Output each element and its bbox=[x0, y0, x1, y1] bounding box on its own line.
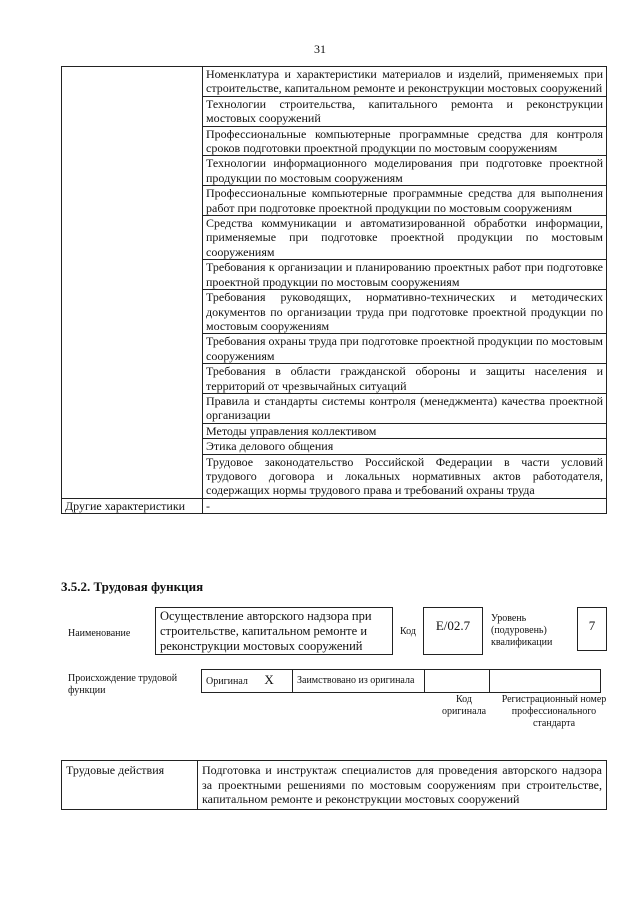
labor-actions-value: Подготовка и инструктаж специалистов для проведения авторского надзора за проектными решениями по мостовым сооружениям при строительстве, капитальном ремонте и реконструкции мостовых сооружений bbox=[198, 761, 607, 810]
table-row bbox=[202, 670, 601, 693]
labor-actions-table bbox=[61, 760, 607, 810]
knowledge-item: Средства коммуникации и автоматизированной обработки информации, применяемые при подготовке проектной продукции по мостовым сооружениям bbox=[203, 216, 607, 260]
origin-label: Происхождение трудовой функции bbox=[68, 673, 178, 696]
knowledge-item: Технологии строительства, капитального ремонта и реконструкции мостовых сооружений bbox=[203, 96, 607, 126]
function-name-value: Осуществление авторского надзора при строительстве, капитальном ремонте и реконструкции мостовых сооружений bbox=[155, 607, 393, 655]
reg-number-cell bbox=[490, 670, 601, 693]
other-characteristics-value: - bbox=[203, 498, 607, 513]
table-row bbox=[62, 498, 607, 513]
table-row bbox=[62, 761, 607, 810]
level-value: 7 bbox=[577, 607, 607, 651]
knowledge-item: Профессиональные компьютерные программные средства для контроля сроков подготовки проектной продукции по мостовым сооружениям bbox=[203, 126, 607, 156]
section-title: 3.5.2. Трудовая функция bbox=[61, 579, 204, 594]
function-code-value: E/02.7 bbox=[423, 607, 483, 655]
knowledge-item: Профессиональные компьютерные программные средства для выполнения работ при подготовке проектной продукции по мостовым сооружениям bbox=[203, 186, 607, 216]
knowledge-item: Правила и стандарты системы контроля (менеджмента) качества проектной организации bbox=[203, 393, 607, 423]
original-cell bbox=[202, 670, 293, 693]
code-original-cell bbox=[425, 670, 490, 693]
table-row bbox=[62, 67, 607, 97]
knowledge-item: Трудовое законодательство Российской Федерации в части условий трудового договора и локальных нормативных актов работодателя, содержащих нормы трудового права и требований охраны труда bbox=[203, 454, 607, 498]
knowledge-item: Этика делового общения bbox=[203, 439, 607, 454]
knowledge-item: Требования руководящих, нормативно-технических и методических документов по организации труда при подготовке проектной продукции по мостовым сооружениям bbox=[203, 290, 607, 334]
code-original-caption: Код оригинала bbox=[441, 694, 487, 717]
knowledge-table bbox=[61, 66, 607, 514]
other-characteristics-label: Другие характеристики bbox=[62, 498, 203, 513]
knowledge-item: Требования к организации и планированию проектных работ при подготовке проектной продукции по мостовым сооружениям bbox=[203, 260, 607, 290]
code-label: Код bbox=[400, 626, 416, 637]
borrowed-label: Заимствовано из оригинала bbox=[293, 670, 425, 693]
original-mark: X bbox=[264, 672, 274, 687]
origin-table bbox=[201, 669, 601, 693]
original-label: Оригинал bbox=[206, 676, 248, 687]
knowledge-item: Методы управления коллективом bbox=[203, 423, 607, 438]
knowledge-item: Технологии информационного моделирования при подготовке проектной продукции по мостовым сооружениям bbox=[203, 156, 607, 186]
name-label: Наименование bbox=[68, 628, 131, 639]
knowledge-left-cell bbox=[62, 67, 203, 499]
knowledge-item: Требования охраны труда при подготовке проектной продукции по мостовым сооружениям bbox=[203, 334, 607, 364]
reg-number-caption: Регистрационный номер профессионального стандарта bbox=[501, 694, 607, 729]
knowledge-item: Номенклатура и характеристики материалов и изделий, применяемых при строительстве, капитальном ремонте и реконструкции мостовых сооружений bbox=[203, 67, 607, 97]
page-number: 31 bbox=[314, 42, 326, 56]
knowledge-item: Требования в области гражданской обороны и защиты населения и территорий от чрезвычайных ситуаций bbox=[203, 364, 607, 394]
level-label: Уровень (подуровень) квалификации bbox=[491, 613, 553, 648]
labor-actions-label: Трудовые действия bbox=[62, 761, 198, 810]
